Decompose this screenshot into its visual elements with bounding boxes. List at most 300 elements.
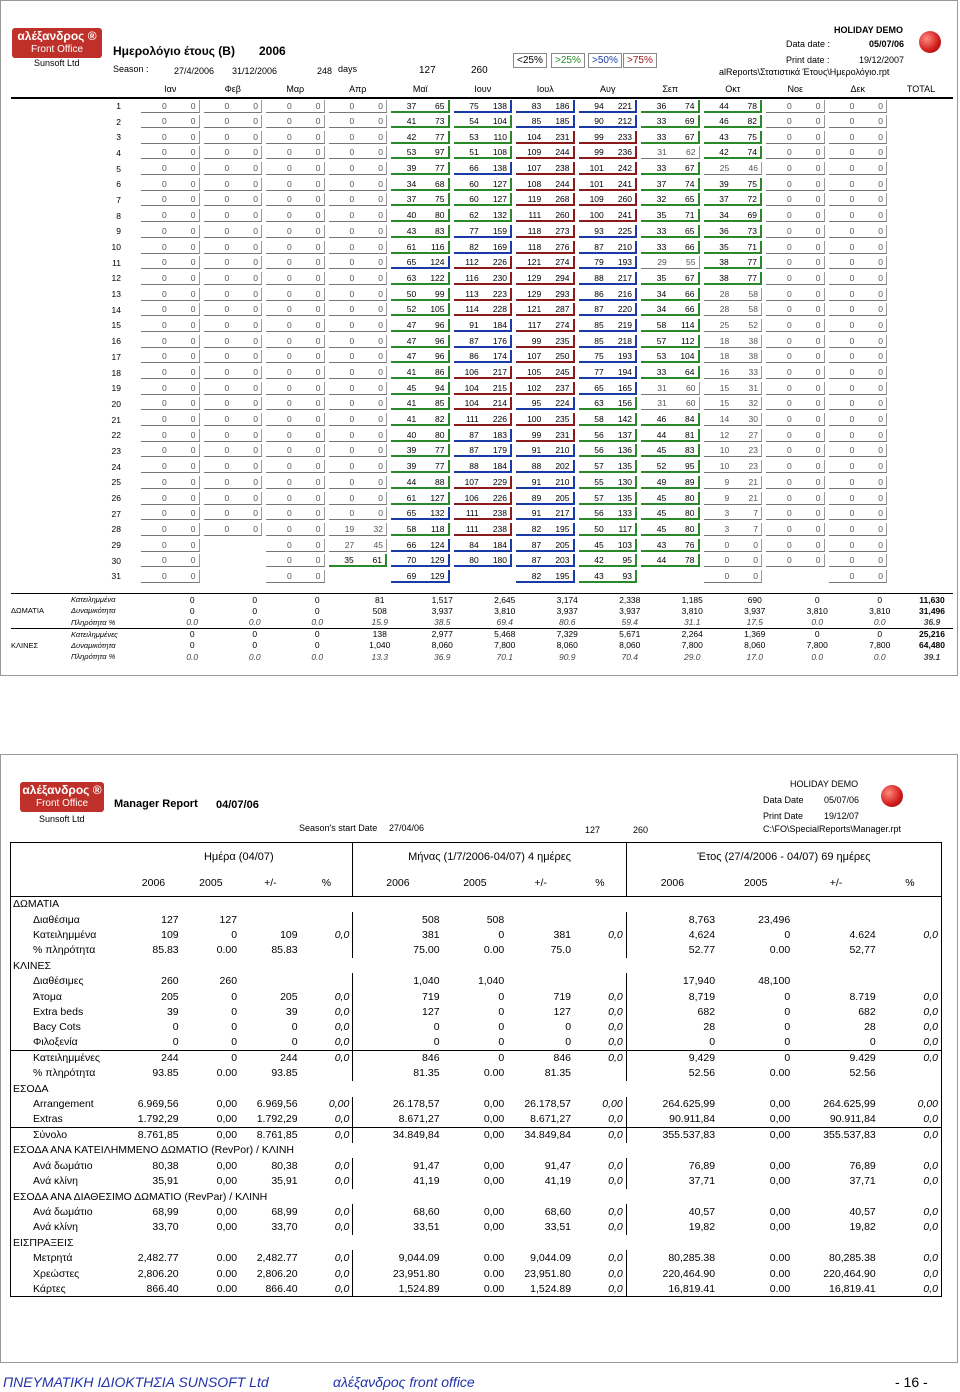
occupancy-pair xyxy=(204,288,263,301)
cell-number: 96 xyxy=(435,351,445,362)
day-cell xyxy=(327,475,390,491)
summary-value: 3,937 xyxy=(619,605,641,616)
cell-number: 69 xyxy=(747,210,757,221)
occupancy-pair xyxy=(516,162,575,175)
cell-number: 0 xyxy=(878,272,883,283)
cell-number: 12 xyxy=(719,429,730,440)
day-cell xyxy=(389,176,452,192)
cell-number: 75 xyxy=(747,178,757,189)
cell-number: 0 xyxy=(849,304,855,315)
row-value: 80,38 xyxy=(152,1159,179,1172)
day-cell xyxy=(514,475,577,491)
rooms-count: 127 xyxy=(419,65,436,76)
day-cell xyxy=(702,176,765,192)
row-value xyxy=(240,912,301,927)
cell-number: 129 xyxy=(430,570,445,581)
row-value: 0.00 xyxy=(216,944,238,957)
data-row xyxy=(11,1066,942,1081)
day-cell xyxy=(202,145,265,161)
day-number: 8 xyxy=(116,210,121,221)
day-cell xyxy=(327,506,390,522)
occupancy-pair xyxy=(579,131,638,144)
occupancy-pair xyxy=(579,570,638,583)
cell-number: 85 xyxy=(531,116,542,127)
occupancy-pair xyxy=(641,256,700,269)
cell-number: 106 xyxy=(464,367,479,378)
occupancy-pair xyxy=(641,554,700,567)
cell-number: 85 xyxy=(594,319,604,330)
day-cell xyxy=(514,208,577,224)
cell-number: 0 xyxy=(190,445,196,456)
day-cell xyxy=(577,490,640,506)
row-value: 682 xyxy=(858,1005,876,1018)
cell-number: 57 xyxy=(594,492,604,503)
day-cell xyxy=(514,224,577,240)
cell-number: 0 xyxy=(849,210,855,221)
day-cell xyxy=(452,365,515,381)
day-cell xyxy=(327,239,390,255)
occupancy-pair xyxy=(141,100,200,113)
day-cell xyxy=(827,302,890,318)
cell-number: 68 xyxy=(435,178,445,189)
cell-number: 31 xyxy=(657,382,667,393)
cell-number: 0 xyxy=(253,194,258,205)
cell-number: 0 xyxy=(378,319,383,330)
cell-number: 53 xyxy=(656,351,667,362)
occupancy-pair xyxy=(391,350,450,363)
row-value xyxy=(574,973,626,988)
summary-value: 15.9 xyxy=(371,617,389,627)
day-cell xyxy=(327,459,390,475)
day-cell xyxy=(577,224,640,240)
day-cell xyxy=(264,427,327,443)
cell-number: 0 xyxy=(878,351,883,362)
day-cell xyxy=(577,129,640,145)
cell-number: 0 xyxy=(287,100,292,111)
occupancy-pair xyxy=(641,523,700,536)
cell-number: 0 xyxy=(162,194,167,205)
day-row xyxy=(11,286,953,302)
cell-number: 193 xyxy=(617,351,632,362)
row-value: 0,0 xyxy=(301,1050,353,1065)
occupancy-pair xyxy=(204,256,263,269)
day-row xyxy=(11,318,953,334)
cell-number: 0 xyxy=(878,335,883,346)
cell-number: 0 xyxy=(253,163,258,174)
occupancy-pair xyxy=(454,335,513,348)
cell-number: 105 xyxy=(430,304,445,315)
cell-number: 112 xyxy=(465,257,479,268)
day-cell xyxy=(327,302,390,318)
occupancy-pair xyxy=(141,225,200,238)
cell-number: 45 xyxy=(373,539,383,550)
cell-number: 73 xyxy=(435,116,445,127)
occupancy-pair xyxy=(141,146,200,159)
day-cell xyxy=(827,208,890,224)
cell-number: 0 xyxy=(287,225,292,236)
row-value: 91,47 xyxy=(413,1159,440,1172)
cell-number: 0 xyxy=(349,131,355,142)
cell-number: 0 xyxy=(253,476,258,487)
occupancy-pair xyxy=(704,162,763,175)
cell-number: 0 xyxy=(349,382,355,393)
occupancy-pair xyxy=(704,539,763,552)
cell-number: 220 xyxy=(617,304,632,315)
row-value: 37,71 xyxy=(688,1175,716,1188)
app-orb-icon xyxy=(919,31,941,53)
cell-number: 0 xyxy=(787,178,792,189)
cell-number: 58 xyxy=(406,523,417,534)
day-cell xyxy=(827,506,890,522)
section-title: ΕΣΟΔΑ xyxy=(13,1082,49,1095)
cell-number: 52 xyxy=(406,304,417,315)
day-cell xyxy=(827,427,890,443)
occupancy-pair xyxy=(579,382,638,395)
cell-number: 89 xyxy=(531,492,542,503)
cell-number: 0 xyxy=(849,539,855,550)
occupancy-pair xyxy=(829,523,888,536)
day-cell xyxy=(389,490,452,506)
day-row xyxy=(11,537,953,553)
row-value: 0.00 xyxy=(483,1267,505,1280)
row-value: 26.178,57 xyxy=(524,1098,572,1111)
cell-number: 0 xyxy=(878,429,883,440)
day-cell xyxy=(764,380,827,396)
day-cell xyxy=(514,443,577,459)
day-number: 3 xyxy=(116,132,121,143)
cell-number: 33 xyxy=(656,241,667,252)
day-cell xyxy=(764,537,827,553)
summary-value: 0.0 xyxy=(873,617,886,627)
cell-number: 0 xyxy=(190,539,196,550)
cell-number: 66 xyxy=(685,288,695,299)
day-cell xyxy=(702,255,765,271)
cell-number: 180 xyxy=(492,555,507,566)
occupancy-pair xyxy=(641,382,700,395)
cell-number: 0 xyxy=(162,257,167,268)
day-row xyxy=(11,129,953,145)
row-value: 34.849,84 xyxy=(353,1127,443,1142)
row-value: 93.85 xyxy=(152,1067,179,1080)
column-header: 2006 xyxy=(353,871,443,897)
occupancy-pair xyxy=(329,507,388,520)
cell-number: 36 xyxy=(656,100,667,111)
cell-number: 0 xyxy=(349,225,355,236)
cell-number: 0 xyxy=(349,147,355,158)
month-header: Ιουν xyxy=(452,81,515,98)
month-header: Φεβ xyxy=(202,81,265,98)
cell-number: 203 xyxy=(555,555,570,566)
cell-number: 0 xyxy=(815,508,821,519)
cell-number: 0 xyxy=(878,539,883,550)
day-cell xyxy=(202,192,265,208)
cell-number: 0 xyxy=(849,147,855,158)
cell-number: 0 xyxy=(878,555,883,566)
occupancy-pair xyxy=(516,178,575,191)
day-cell xyxy=(514,98,577,114)
summary-value: 0 xyxy=(224,594,287,606)
cell-number: 221 xyxy=(617,100,632,111)
occupancy-pair xyxy=(641,350,700,363)
occupancy-pair xyxy=(391,444,450,457)
row-value: 0 xyxy=(443,1050,508,1065)
cell-number: 45 xyxy=(594,539,604,550)
cell-number: 29 xyxy=(657,257,667,268)
cell-number: 86 xyxy=(469,351,479,362)
month-header: Οκτ xyxy=(702,81,765,98)
corner-cell xyxy=(11,843,126,871)
day-cell xyxy=(264,161,327,177)
day-cell xyxy=(202,318,265,334)
day-cell xyxy=(452,286,515,302)
cell-number: 88 xyxy=(469,461,479,472)
cell-number: 66 xyxy=(685,241,695,252)
cell-number: 0 xyxy=(190,304,196,315)
day-cell xyxy=(639,286,702,302)
occupancy-pair xyxy=(141,115,200,128)
day-cell xyxy=(514,349,577,365)
day-cell xyxy=(514,333,577,349)
row-value: 0 xyxy=(784,928,791,941)
day-cell xyxy=(577,427,640,443)
cell-number: 0 xyxy=(190,319,196,330)
cell-number: 0 xyxy=(787,508,792,519)
day-cell xyxy=(452,427,515,443)
row-value: 2,482.77 xyxy=(256,1252,298,1265)
day-cell xyxy=(514,522,577,538)
occupancy-pair xyxy=(204,209,263,222)
cell-number: 0 xyxy=(378,382,383,393)
day-cell xyxy=(514,145,577,161)
occupancy-pair xyxy=(391,523,450,536)
day-cell xyxy=(264,271,327,287)
day-cell xyxy=(764,365,827,381)
day-cell xyxy=(389,318,452,334)
day-cell xyxy=(702,522,765,538)
row-value xyxy=(240,973,301,988)
cell-number: 0 xyxy=(162,335,167,346)
cell-number: 0 xyxy=(287,429,292,440)
cell-number: 30 xyxy=(748,414,758,425)
row-value: 682 xyxy=(697,1005,716,1018)
column-header: +/- xyxy=(240,871,301,897)
cell-number: 0 xyxy=(349,241,355,252)
print-date: 19/12/2007 xyxy=(859,55,905,65)
cell-number: 82 xyxy=(531,523,542,534)
day-cell xyxy=(202,224,265,240)
occupancy-pair xyxy=(641,303,700,316)
cell-number: 9 xyxy=(724,476,730,487)
row-value: 8.761,85 xyxy=(125,1127,181,1142)
day-cell xyxy=(202,286,265,302)
row-value xyxy=(301,912,353,927)
cell-number: 77 xyxy=(435,461,445,472)
cell-number: 0 xyxy=(190,382,196,393)
summary-value: 7,329 xyxy=(536,628,599,640)
summary-value: 3,937 xyxy=(744,605,766,616)
day-row xyxy=(11,161,953,177)
cell-number: 62 xyxy=(469,210,479,221)
cell-number: 0 xyxy=(162,163,167,174)
row-value: 52.77 xyxy=(688,944,716,957)
cell-number: 0 xyxy=(190,225,196,236)
cell-number: 0 xyxy=(190,163,196,174)
cell-number: 238 xyxy=(492,523,507,534)
summary-value: 81 xyxy=(349,594,412,606)
row-value: 37,71 xyxy=(849,1175,876,1188)
day-cell xyxy=(452,553,515,569)
cell-number: 28 xyxy=(719,304,730,315)
occupancy-pair xyxy=(329,193,388,206)
day-cell xyxy=(702,333,765,349)
occupancy-pair xyxy=(329,272,388,285)
occupancy-pair xyxy=(579,225,638,238)
occupancy-pair xyxy=(516,256,575,269)
corner-cell xyxy=(11,81,139,98)
cell-number: 138 xyxy=(492,163,507,174)
cell-number: 31 xyxy=(657,398,667,409)
day-cell xyxy=(139,443,202,459)
cell-number: 87 xyxy=(469,429,479,440)
day-cell xyxy=(389,239,452,255)
cell-number: 19 xyxy=(344,523,355,534)
day-cell xyxy=(702,98,765,114)
cell-number: 54 xyxy=(469,116,479,127)
cell-number: 250 xyxy=(555,351,570,362)
day-cell xyxy=(202,380,265,396)
data-row xyxy=(11,1050,942,1065)
total-cell xyxy=(889,553,953,569)
row-value: 93.85 xyxy=(271,1067,298,1080)
cell-number: 0 xyxy=(287,523,292,534)
cell-number: 0 xyxy=(253,116,258,127)
day-cell xyxy=(389,145,452,161)
occupancy-pair xyxy=(516,146,575,159)
cell-number: 0 xyxy=(190,288,196,299)
total-cell xyxy=(889,412,953,428)
occupancy-pair xyxy=(704,256,763,269)
occupancy-pair xyxy=(141,350,200,363)
cell-number: 0 xyxy=(349,508,355,519)
occupancy-pair xyxy=(204,241,263,254)
cell-number: 0 xyxy=(878,319,883,330)
day-number: 4 xyxy=(116,147,121,158)
cell-number: 130 xyxy=(617,476,632,487)
summary-value: 0.0 xyxy=(873,651,886,662)
summary-value: 508 xyxy=(372,605,387,616)
occupancy-pair xyxy=(329,444,388,457)
day-cell xyxy=(827,318,890,334)
day-number: 2 xyxy=(116,116,121,127)
row-value: 0.00 xyxy=(769,1252,791,1265)
cell-number: 95 xyxy=(685,461,695,472)
cell-number: 0 xyxy=(849,163,855,174)
cell-number: 0 xyxy=(287,476,292,487)
cell-number: 103 xyxy=(617,539,632,550)
row-value xyxy=(793,973,879,988)
corner-cell xyxy=(11,871,126,897)
occupancy-pair xyxy=(641,209,700,222)
occupancy-pair xyxy=(641,100,700,113)
cell-number: 0 xyxy=(878,288,883,299)
day-cell xyxy=(389,380,452,396)
summary-value: 64,480 xyxy=(919,640,945,651)
summary-value: 0 xyxy=(849,628,912,640)
total-cell xyxy=(889,255,953,271)
occupancy-pair xyxy=(391,335,450,348)
day-cell xyxy=(202,239,265,255)
day-cell xyxy=(327,333,390,349)
occupancy-pair xyxy=(204,523,263,536)
summary-value: 0 xyxy=(849,594,912,606)
occupancy-pair xyxy=(829,382,888,395)
day-cell xyxy=(202,475,265,491)
cell-number: 86 xyxy=(594,288,604,299)
cell-number: 74 xyxy=(685,100,695,111)
cell-number: 38 xyxy=(719,257,729,268)
day-cell xyxy=(702,114,765,130)
cell-number: 77 xyxy=(594,367,604,378)
day-cell xyxy=(827,380,890,396)
occupancy-pair xyxy=(454,523,513,536)
cell-number: 210 xyxy=(617,241,632,252)
summary-value: 5,671 xyxy=(599,628,662,640)
day-cell xyxy=(139,255,202,271)
cell-number: 0 xyxy=(815,398,821,409)
occupancy-pair xyxy=(704,366,763,379)
cell-number: 0 xyxy=(787,461,792,472)
section-row xyxy=(11,1081,942,1096)
cell-number: 0 xyxy=(287,257,292,268)
day-cell xyxy=(577,553,640,569)
day-cell xyxy=(764,192,827,208)
day-cell xyxy=(452,114,515,130)
cell-number: 0 xyxy=(224,147,230,158)
occupancy-pair xyxy=(829,335,888,348)
occupancy-pair xyxy=(704,397,763,410)
cell-number: 235 xyxy=(555,335,570,346)
section-title: ΕΙΣΠΡΑΞΕΙΣ xyxy=(13,1236,74,1249)
day-cell xyxy=(764,98,827,114)
summary-value: 38.5 xyxy=(433,617,451,627)
cell-number: 69 xyxy=(406,570,417,581)
occupancy-pair xyxy=(704,303,763,316)
day-cell xyxy=(139,161,202,177)
occupancy-pair xyxy=(141,460,200,473)
cell-number: 0 xyxy=(815,414,821,425)
day-cell xyxy=(139,271,202,287)
occupancy-pair xyxy=(641,162,700,175)
cell-number: 0 xyxy=(315,304,321,315)
cell-number: 0 xyxy=(190,429,196,440)
row-value: 76,89 xyxy=(849,1159,876,1172)
occupancy-pair xyxy=(266,413,325,426)
occupancy-pair xyxy=(454,146,513,159)
row-value: 0,0 xyxy=(923,1221,938,1234)
cell-number: 52 xyxy=(748,319,758,330)
day-cell xyxy=(639,176,702,192)
section-title: ΕΣΟΔΑ ΑΝΑ ΔΙΑΘΕΣΙΜΟ ΔΩΜΑΤΙΟ (RevPar) / ΚΛΙΝΗ xyxy=(13,1190,268,1203)
total-cell xyxy=(889,161,953,177)
row-value: 26.178,57 xyxy=(392,1098,440,1111)
occupancy-pair xyxy=(766,507,825,520)
day-cell xyxy=(327,412,390,428)
cell-number: 0 xyxy=(162,210,167,221)
row-value: 1,040 xyxy=(413,975,440,988)
day-cell xyxy=(264,396,327,412)
cell-number: 0 xyxy=(224,194,230,205)
occupancy-pair xyxy=(329,523,388,536)
